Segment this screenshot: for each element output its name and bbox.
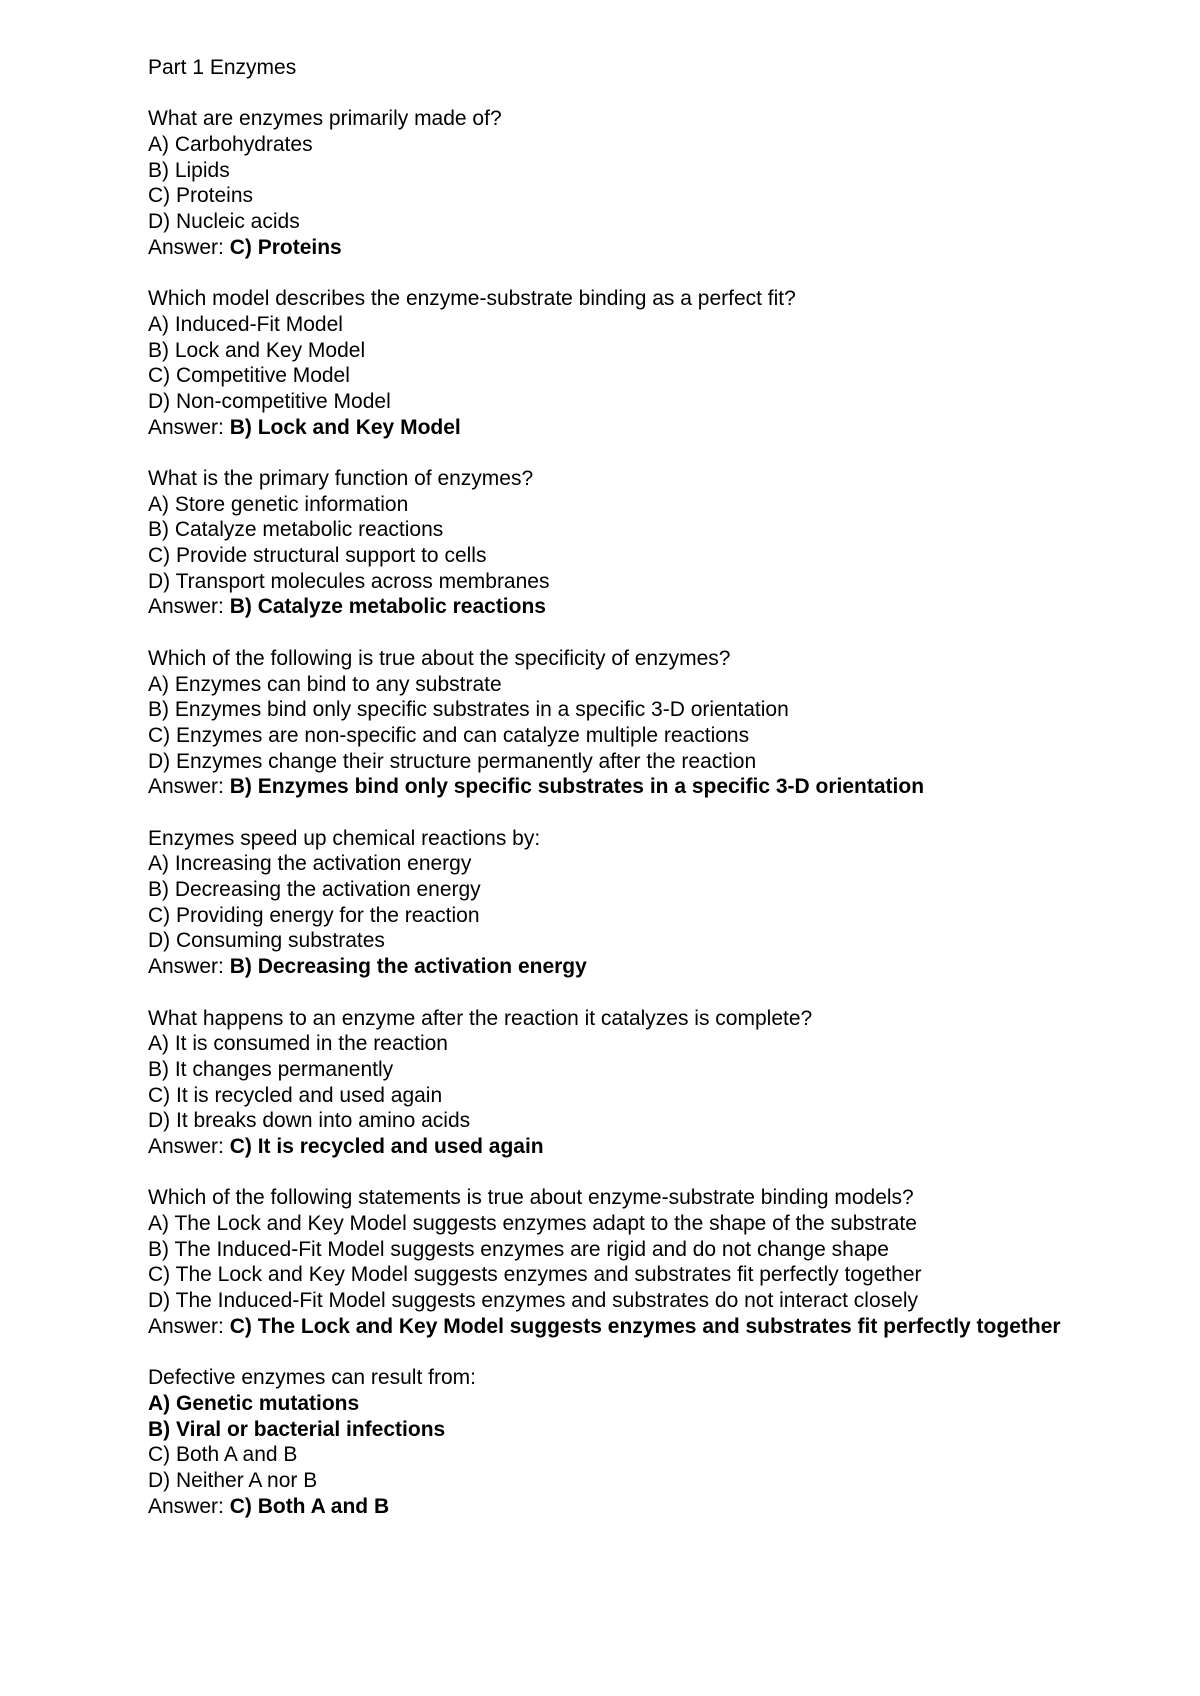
spacer [148, 440, 1148, 466]
spacer [148, 800, 1148, 826]
answer-option: A) Genetic mutations [148, 1391, 360, 1415]
answer-option: C) Competitive Model [148, 364, 350, 388]
answer-option: A) Store genetic information [148, 492, 409, 516]
answer-label: Answer: [148, 1314, 224, 1338]
answer-option: C) Enzymes are non-specific and can catalyze multiple reactions [148, 723, 750, 747]
answer-value: B) Enzymes bind only specific substrates in a specific 3-D orientation [229, 775, 925, 799]
answer-line [148, 594, 1148, 620]
question-block [148, 1339, 1148, 1519]
answer-option: A) The Lock and Key Model suggests enzymes adapt to the shape of the substrate [148, 1212, 917, 1236]
question-block [148, 980, 1148, 1160]
document-title: Part 1 Enzymes [148, 56, 297, 79]
answer-option: A) Induced-Fit Model [148, 312, 343, 336]
question-block [148, 81, 1148, 261]
answer-option: B) Decreasing the activation energy [148, 878, 481, 902]
answer-option: A) Enzymes can bind to any substrate [148, 672, 502, 696]
spacer [148, 1160, 1148, 1186]
answer-option: C) Both A and B [148, 1443, 298, 1467]
answer-label: Answer: [148, 1494, 224, 1518]
answer-value: B) Decreasing the activation energy [229, 955, 587, 979]
answer-option: B) Viral or bacterial infections [148, 1417, 446, 1441]
question-text: Which model describes the enzyme-substrate binding as a perfect fit? [148, 287, 796, 311]
document-page [148, 55, 1148, 1519]
answer-line [148, 954, 1148, 980]
answer-option: D) Transport molecules across membranes [148, 569, 550, 593]
answer-line [148, 1494, 1148, 1520]
spacer [148, 620, 1148, 646]
answer-value: B) Lock and Key Model [229, 415, 461, 439]
answer-option: B) Lock and Key Model [148, 338, 366, 362]
answer-option: C) Proteins [148, 184, 254, 208]
answer-option: D) The Induced-Fit Model suggests enzymes and substrates do not interact closely [148, 1289, 918, 1313]
spacer [148, 980, 1148, 1006]
answer-option: A) Carbohydrates [148, 133, 313, 157]
answer-option: C) The Lock and Key Model suggests enzymes and substrates fit perfectly together [148, 1263, 922, 1287]
answer-label: Answer: [148, 415, 224, 439]
spacer [148, 261, 1148, 287]
question-text: Defective enzymes can result from: [148, 1366, 476, 1390]
question-block [148, 620, 1148, 800]
answer-option: B) Enzymes bind only specific substrates in a specific 3-D orientation [148, 698, 789, 722]
answer-line [148, 774, 1148, 800]
question-text: Which of the following is true about the specificity of enzymes? [148, 646, 731, 670]
answer-line [148, 235, 1148, 261]
answer-value: C) It is recycled and used again [229, 1134, 544, 1158]
answer-label: Answer: [148, 775, 224, 799]
answer-value: C) The Lock and Key Model suggests enzymes and substrates fit perfectly together [229, 1314, 1061, 1338]
answer-option: B) It changes permanently [148, 1057, 394, 1081]
question-text: Which of the following statements is true about enzyme-substrate binding models? [148, 1186, 914, 1210]
answer-option: D) Neither A nor B [148, 1468, 318, 1492]
answer-value: C) Both A and B [229, 1494, 390, 1518]
answer-option: D) Enzymes change their structure permanently after the reaction [148, 749, 757, 773]
question-block [148, 440, 1148, 620]
question-text: What are enzymes primarily made of? [148, 107, 502, 131]
answer-option: B) Catalyze metabolic reactions [148, 518, 444, 542]
question-block [148, 261, 1148, 441]
answer-label: Answer: [148, 235, 224, 259]
answer-line [148, 415, 1148, 441]
question-text: What happens to an enzyme after the reaction it catalyzes is complete? [148, 1006, 813, 1030]
answer-value: C) Proteins [229, 235, 342, 259]
answer-line [148, 1134, 1148, 1160]
answer-line [148, 1314, 1148, 1340]
answer-option: A) It is consumed in the reaction [148, 1032, 448, 1056]
answer-label: Answer: [148, 1134, 224, 1158]
answer-option: D) Nucleic acids [148, 210, 300, 234]
answer-option: B) Lipids [148, 158, 230, 182]
answer-value: B) Catalyze metabolic reactions [229, 595, 546, 619]
question-list [148, 81, 1148, 1520]
answer-option: C) Provide structural support to cells [148, 544, 487, 568]
answer-option: A) Increasing the activation energy [148, 852, 472, 876]
answer-option: D) Consuming substrates [148, 929, 385, 953]
answer-label: Answer: [148, 595, 224, 619]
question-block [148, 1160, 1148, 1340]
answer-option: D) Non-competitive Model [148, 389, 391, 413]
question-text: Enzymes speed up chemical reactions by: [148, 826, 541, 850]
answer-label: Answer: [148, 955, 224, 979]
question-block [148, 800, 1148, 980]
question-text: What is the primary function of enzymes? [148, 467, 534, 491]
answer-option: C) It is recycled and used again [148, 1083, 443, 1107]
answer-option: B) The Induced-Fit Model suggests enzymes are rigid and do not change shape [148, 1237, 889, 1261]
answer-option: C) Providing energy for the reaction [148, 903, 480, 927]
spacer [148, 81, 1148, 107]
spacer [148, 1339, 1148, 1365]
answer-option: D) It breaks down into amino acids [148, 1109, 471, 1133]
